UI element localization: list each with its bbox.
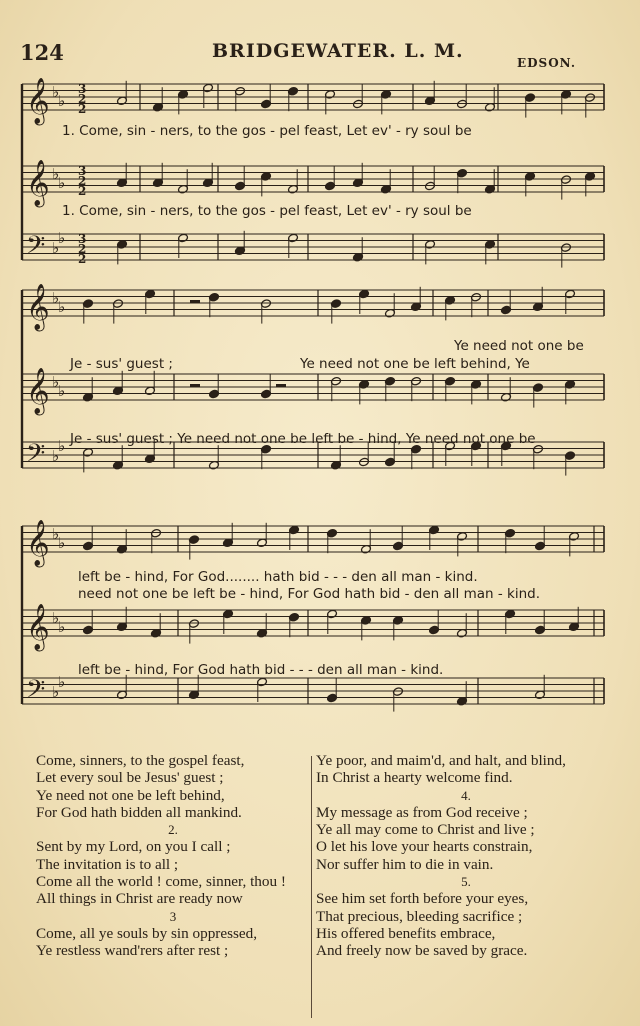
treble-clef: 𝄞 [26, 604, 50, 650]
flat-sign: ♭ [58, 92, 66, 110]
verse-line: Sent by my Lord, on you I call ; [36, 838, 231, 856]
flat-sign: ♭ [58, 673, 66, 691]
page-header [0, 40, 640, 70]
verse-line: His offered benefits embrace, [316, 924, 496, 942]
lyric-line: need not one be left be - hind, For God hath bid - den all man - kind. [78, 586, 540, 602]
bass-clef: 𝄢 [26, 675, 46, 710]
time-signature: 2 [78, 252, 87, 266]
treble-clef: 𝄞 [26, 368, 50, 414]
verse-number: 4. [461, 787, 471, 803]
time-signature: 2 [78, 102, 87, 116]
time-signature: 2 [78, 242, 87, 256]
time-signature: 3 [78, 164, 87, 178]
verses-right-column [316, 752, 616, 960]
lyric-line: Ye need not one be [454, 338, 584, 354]
flat-sign: ♭ [58, 534, 66, 552]
flat-sign: ♭ [58, 618, 66, 636]
page-number: 124 [20, 40, 64, 65]
time-signature: 3 [78, 232, 87, 246]
lyric-line: Ye need not one be left behind, Ye [300, 356, 530, 372]
time-signature: 3 [78, 82, 87, 96]
verse-line: Come, sinners, to the gospel feast, [36, 752, 245, 769]
music-system-2 [18, 284, 608, 504]
flat-sign: ♭ [52, 165, 60, 183]
treble-clef: 𝄞 [26, 78, 50, 124]
half-rest [276, 384, 286, 387]
music-staves-3 [18, 520, 608, 740]
time-signature: 2 [78, 92, 87, 106]
verse-line: Come, all ye souls by sin oppressed, [36, 924, 258, 942]
music-staves-2 [18, 284, 608, 504]
treble-clef: 𝄞 [26, 284, 50, 330]
hymn-verses [0, 752, 640, 1022]
music-staves-1 [18, 74, 608, 274]
verse-line: Let every soul be Jesus' guest ; [36, 769, 224, 787]
column-divider [311, 756, 312, 1018]
time-signature: 2 [78, 174, 87, 188]
flat-sign: ♭ [52, 683, 60, 701]
verse-line: Ye poor, and maim'd, and halt, and blind, [316, 752, 566, 769]
treble-clef: 𝄞 [26, 520, 50, 566]
bass-clef: 𝄢 [26, 439, 46, 474]
flat-sign: ♭ [58, 229, 66, 247]
verse-line: Come all the world ! come, sinner, thou ! [36, 873, 286, 891]
verse-line: In Christ a hearty welcome find. [316, 769, 513, 787]
verse-line: The invitation is to all ; [36, 855, 179, 873]
flat-sign: ♭ [58, 437, 66, 455]
music-system-3 [18, 520, 608, 740]
verse-line: Ye need not one be left behind, [36, 786, 225, 804]
music-system-1 [18, 74, 608, 274]
verse-line: All things in Christ are ready now [36, 890, 243, 908]
flat-sign: ♭ [52, 239, 60, 257]
verse-line: That precious, bleeding sacrifice ; [316, 907, 523, 925]
verse-line: O let his love your hearts constrain, [316, 838, 533, 856]
time-signature: 2 [78, 184, 87, 198]
flat-sign: ♭ [52, 83, 60, 101]
flat-sign: ♭ [58, 174, 66, 192]
verse-number: 5. [461, 874, 471, 890]
verses-left-column [36, 752, 310, 960]
verse-number: 3 [169, 908, 177, 924]
hymn-title: BRIDGEWATER. L. M. [212, 40, 464, 62]
composer-name: EDSON. [517, 56, 577, 70]
verse-line: For God hath bidden all mankind. [36, 803, 242, 821]
lyric-line: left be - hind, For God hath bid - - - den all man - kind. [78, 662, 444, 678]
lyric-line: 1. Come, sin - ners, to the gos - pel feast, Let ev' - ry soul be [62, 203, 472, 219]
verse-line: My message as from God receive ; [316, 803, 528, 821]
flat-sign: ♭ [52, 447, 60, 465]
verse-line: Ye restless wand'rers after rest ; [36, 942, 229, 960]
lyric-line: left be - hind, For God........ hath bid - - - den all man - kind. [78, 569, 478, 585]
flat-sign: ♭ [52, 373, 60, 391]
bass-clef: 𝄢 [26, 231, 46, 266]
lyric-line: 1. Come, sin - ners, to the gos - pel feast, Let ev' - ry soul be [62, 123, 472, 139]
flat-sign: ♭ [58, 382, 66, 400]
lyric-line: Je - sus' guest ; [70, 356, 173, 372]
flat-sign: ♭ [52, 609, 60, 627]
verse-number: 2. [168, 822, 178, 838]
flat-sign: ♭ [58, 298, 66, 316]
half-rest [190, 300, 200, 303]
treble-clef: 𝄞 [26, 160, 50, 206]
lyric-line: Je - sus' guest ; Ye need not one be left be - hind, Ye need not one be [70, 431, 536, 447]
flat-sign: ♭ [52, 289, 60, 307]
verse-line: See him set forth before your eyes, [316, 890, 529, 908]
verse-line: Nor suffer him to die in vain. [316, 855, 494, 873]
verse-line: And freely now be saved by grace. [316, 942, 528, 960]
verse-line: Ye all may come to Christ and live ; [316, 821, 535, 839]
half-rest [190, 384, 200, 387]
flat-sign: ♭ [52, 525, 60, 543]
